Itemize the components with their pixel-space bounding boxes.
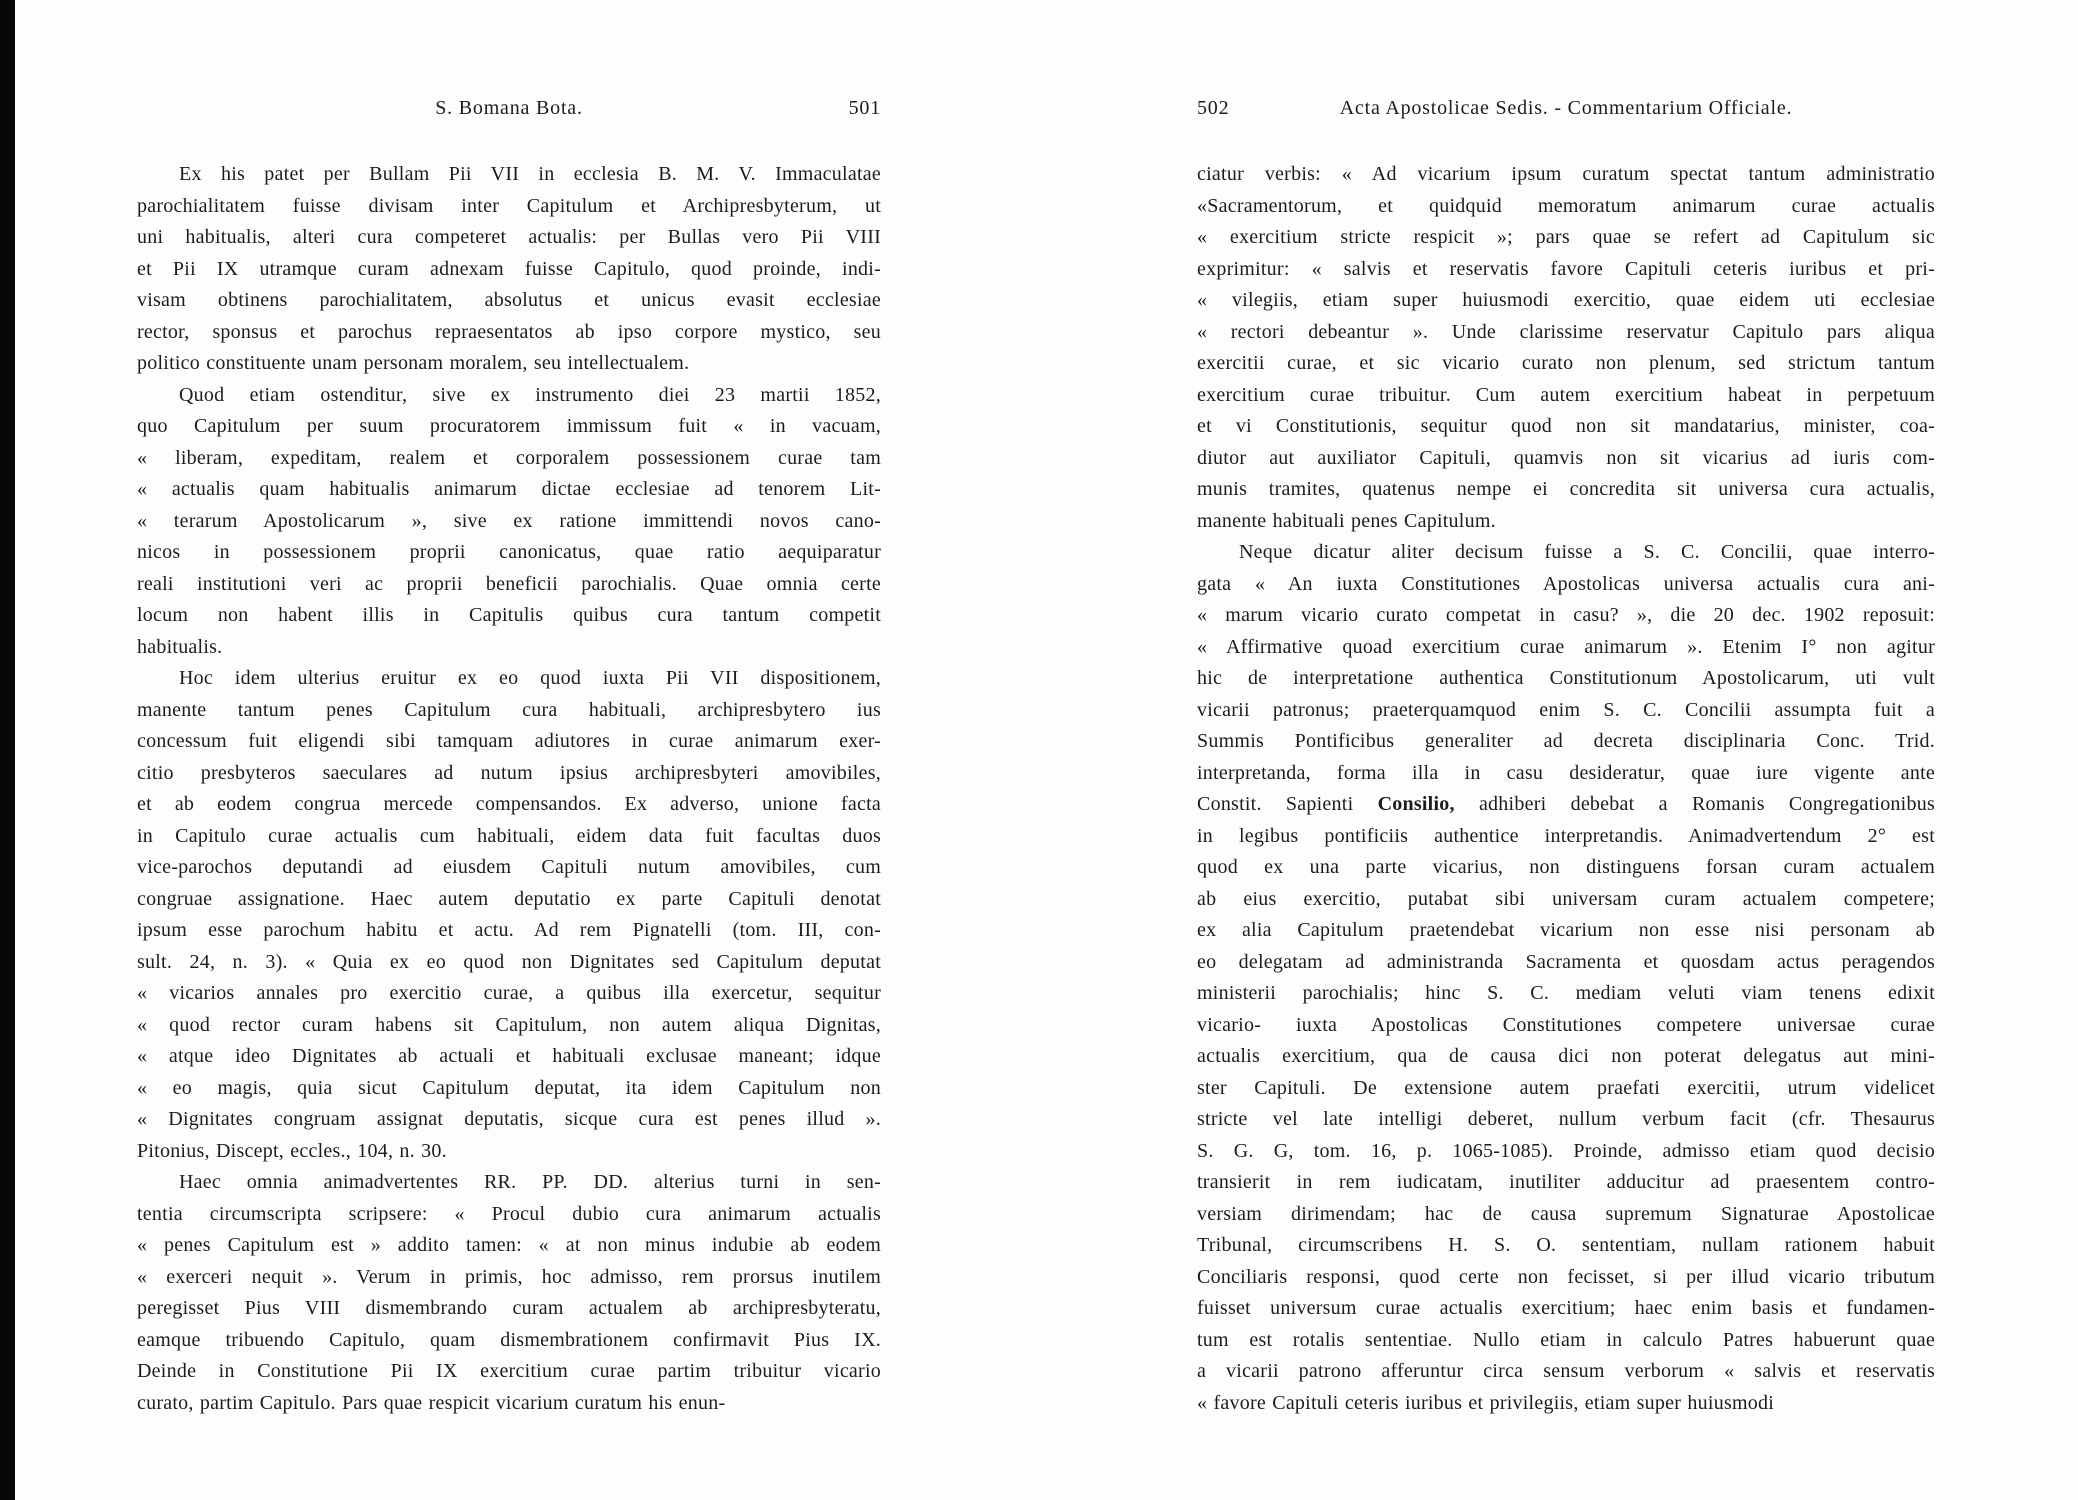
text-line: curato, partim Capitulo. Pars quae respicit vicarium curatum his enun-	[137, 1391, 726, 1414]
text-line: in legibus pontificiis authentice interpretandis. Animadvertendum 2° est	[1197, 824, 1935, 847]
text-line: exercitii curae, et sic vicario curato non plenum, sed strictum tantum	[1197, 352, 1935, 374]
paragraph	[1197, 159, 1935, 537]
text-line: stricte vel late intelligi deberet, nullum verbum facit (cfr. Thesaurus	[1197, 1108, 1935, 1130]
text-line: a vicarii patrono afferuntur circa sensum verborum « salvis et reservatis	[1197, 1360, 1935, 1382]
text-line: visam obtinens parochialitatem, absolutus et unicus evasit ecclesiae	[137, 289, 881, 311]
text-line: quod ex una parte vicarius, non distinguens forsan curam actualem	[1197, 856, 1935, 878]
text-line: sult. 24, n. 3). « Quia ex eo quod non Dignitates sed Capitulum deputat	[137, 950, 881, 973]
text-line: manente habituali penes Capitulum.	[1197, 509, 1496, 532]
text-line: locum non habent illis in Capitulis quibus cura tantum competit	[137, 604, 881, 626]
text-line: nicos in possessionem proprii canonicatus, quae ratio aequiparatur	[137, 541, 881, 563]
text-line: parochialitatem fuisse divisam inter Capitulum et Archipresbyterum, ut	[137, 194, 881, 217]
text-line: « terarum Apostolicarum », sive ex ratione immittendi novos cano-	[137, 509, 881, 532]
text-line: fuisset universum curae actualis exercitium; haec enim basis et fundamen-	[1197, 1297, 1935, 1319]
text-line: Quod etiam ostenditur, sive ex instrumento diei 23 martii 1852,	[179, 383, 881, 406]
text-line: « atque ideo Dignitates ab actuali et habituali exclusae maneant; idque	[137, 1045, 881, 1067]
text-line: ster Capituli. De extensione autem praefati exercitii, utrum videlicet	[1197, 1076, 1935, 1099]
page-number-right: 502	[1197, 97, 1230, 119]
page-header-left	[137, 97, 881, 125]
text-line: Ex his patet per Bullam Pii VII in ecclesia B. M. V. Immaculatae	[179, 163, 881, 185]
text-line: hic de interpretatione authentica Constitutionum Apostolicarum, uti vult	[1197, 667, 1935, 689]
text-line: Haec omnia animadvertentes RR. PP. DD. alterius turni in sen-	[179, 1171, 881, 1193]
text-line: concessum fuit eligendi sibi tamquam adiutores in curae animarum exer-	[137, 730, 881, 752]
text-line: vice-parochos deputandi ad eiusdem Capituli nutum amovibiles, cum	[137, 856, 881, 878]
paragraph	[137, 1167, 881, 1419]
text-line: « penes Capitulum est » addito tamen: « at non minus indubie ab eodem	[137, 1234, 881, 1256]
text-line: « favore Capituli ceteris iuribus et privilegiis, etiam super huiusmodi	[1197, 1391, 1775, 1414]
page-body-right	[1197, 159, 1935, 1419]
text-line: Tribunal, circumscribens H. S. O. sententiam, nullam rationem habuit	[1197, 1234, 1935, 1256]
text-line: munis tramites, quatenus nempe ei concredita sit universa cura actualis,	[1197, 478, 1935, 500]
text-line: « exerceri nequit ». Verum in primis, hoc admisso, rem prorsus inutilem	[137, 1265, 881, 1288]
page-header-right	[1197, 97, 1935, 125]
paragraph	[1197, 537, 1935, 1419]
text-line: Hoc idem ulterius eruitur ex eo quod iuxta Pii VII dispositionem,	[179, 667, 881, 689]
text-line: et Pii IX utramque curam adnexam fuisse Capitulo, quod proinde, indi-	[137, 257, 881, 280]
text-line: Deinde in Constitutione Pii IX exercitium curae partim tribuitur vicario	[137, 1360, 881, 1382]
text-line: eo delegatam ad administranda Sacramenta et quosdam actus peragendos	[1197, 950, 1935, 973]
text-line: transierit in rem iudicatam, inutiliter adducitur ad praesentem contro-	[1197, 1171, 1935, 1193]
text-line: vicarii patronus; praeterquamquod enim S. C. Concilii assumpta fuit a	[1197, 698, 1935, 721]
paragraph	[137, 380, 881, 664]
text-line: ministerii parochialis; hinc S. C. mediam veluti viam tenens edixit	[1197, 982, 1935, 1004]
text-line: «Sacramentorum, et quidquid memoratum animarum curae actualis	[1197, 194, 1935, 217]
text-line: tum est rotalis sententiae. Nullo etiam in calculo Patres habuerunt quae	[1197, 1328, 1935, 1351]
text-line: Summis Pontificibus generaliter ad decreta disciplinaria Conc. Trid.	[1197, 730, 1935, 752]
text-line: tentia circumscripta scripsere: « Procul dubio cura animarum actualis	[137, 1202, 881, 1225]
text-line: Constit. Sapienti Consilio, adhiberi debebat a Romanis Congregationibus	[1197, 793, 1935, 815]
text-line: « eo magis, quia sicut Capitulum deputat, ita idem Capitulum non	[137, 1076, 881, 1099]
text-line: « rectori debeantur ». Unde clarissime reservatur Capitulo pars aliqua	[1197, 320, 1935, 343]
text-line: « quod rector curam habens sit Capitulum, non autem aliqua Dignitas,	[137, 1013, 881, 1036]
text-line: interpretanda, forma illa in casu desideratur, quae iure vigente ante	[1197, 761, 1935, 784]
text-line: habitualis.	[137, 635, 223, 658]
text-line: « vilegiis, etiam super huiusmodi exercitio, quae eidem uti ecclesiae	[1197, 289, 1935, 311]
running-title-left: S. Bomana Bota.	[435, 97, 583, 119]
running-title-right: Acta Apostolicae Sedis. - Commentarium Officiale.	[1339, 97, 1793, 119]
text-line: citio presbyteros saeculares ad nutum ipsius archipresbyteri amovibiles,	[137, 761, 881, 784]
page-502	[1197, 0, 1935, 1419]
text-line: ciatur verbis: « Ad vicarium ipsum curatum spectat tantum administratio	[1197, 163, 1935, 185]
text-line: eamque tribuendo Capitulo, quam dismembrationem confirmavit Pius IX.	[137, 1328, 881, 1351]
text-line: uni habitualis, alteri cura competeret actualis: per Bullas vero Pii VIII	[137, 226, 881, 248]
text-line: gata « An iuxta Constitutiones Apostolicas universa actualis cura ani-	[1197, 572, 1935, 595]
text-line: S. G. G, tom. 16, p. 1065-1085). Proinde, admisso etiam quod decisio	[1197, 1139, 1935, 1162]
text-line: exercitium curae tribuitur. Cum autem exercitium habeat in perpetuum	[1197, 383, 1935, 406]
text-line: quo Capitulum per suum procuratorem immissum fuit « in vacuam,	[137, 415, 881, 437]
text-line: reali institutioni veri ac proprii beneficii parochialis. Quae omnia certe	[137, 572, 881, 595]
paragraph	[137, 663, 881, 1167]
text-line: « actualis quam habitualis animarum dictae ecclesiae ad tenorem Lit-	[137, 478, 881, 500]
text-line: peregisset Pius VIII dismembrando curam actualem ab archipresbyteratu,	[137, 1297, 881, 1319]
text-line: « marum vicario curato competat in casu? », die 20 dec. 1902 reposuit:	[1197, 604, 1935, 626]
text-line: manente tantum penes Capitulum cura habituali, archipresbytero ius	[137, 698, 881, 721]
text-line: diutor aut auxiliator Capituli, quamvis non sit vicarius ad iuris com-	[1197, 446, 1935, 469]
text-line: Conciliaris responsi, quod certe non fecisset, si per illud vicario tributum	[1197, 1265, 1935, 1288]
text-line: actualis exercitium, qua de causa dici non poterat delegatus aut mini-	[1197, 1045, 1935, 1067]
text-line: ab eius exercitio, putabat sibi universam curam actualem competere;	[1197, 887, 1935, 910]
text-line: exprimitur: « salvis et reservatis favore Capituli ceteris iuribus et pri-	[1197, 257, 1935, 280]
text-line: « liberam, expeditam, realem et corporalem possessionem curae tam	[137, 446, 881, 469]
text-line: « exercitium stricte respicit »; pars quae se refert ad Capitulum sic	[1197, 226, 1935, 248]
text-line: rector, sponsus et parochus repraesentatos ab ipso corpore mystico, seu	[137, 320, 881, 343]
text-line: vicario- iuxta Apostolicas Constitutiones competere universae curae	[1197, 1013, 1935, 1036]
text-line: politico constituente unam personam moralem, seu intellectualem.	[137, 352, 690, 374]
text-line: ex alia Capitulum praetendebat vicarium non esse nisi personam ab	[1197, 919, 1935, 941]
text-line: « Dignitates congruam assignat deputatis, sicque cura est penes illud ».	[137, 1108, 881, 1130]
text-line: et vi Constitutionis, sequitur quod non sit mandatarius, minister, coa-	[1197, 415, 1935, 437]
text-line: ipsum esse parochum habitu et actu. Ad rem Pignatelli (tom. III, con-	[137, 919, 881, 941]
text-line: et ab eodem congrua mercede compensandos. Ex adverso, unione facta	[137, 793, 881, 815]
text-line: Pitonius, Discept, eccles., 104, n. 30.	[137, 1139, 447, 1162]
page-501	[137, 0, 881, 1419]
scan-edge-bar	[0, 0, 15, 1500]
text-line: « Affirmative quoad exercitium curae animarum ». Etenim I° non agitur	[1197, 635, 1935, 658]
paragraph	[137, 159, 881, 380]
page-number-left: 501	[848, 97, 881, 119]
text-line: versiam dirimendam; hac de causa supremum Signaturae Apostolicae	[1197, 1202, 1935, 1225]
text-line: Neque dicatur aliter decisum fuisse a S. C. Concilii, quae interro-	[1239, 541, 1935, 563]
text-line: congruae assignatione. Haec autem deputatio ex parte Capituli denotat	[137, 887, 881, 910]
text-line: in Capitulo curae actualis cum habituali, eidem data fuit facultas duos	[137, 824, 881, 847]
page-body-left	[137, 159, 881, 1419]
text-line: « vicarios annales pro exercitio curae, a quibus illa exercetur, sequitur	[137, 982, 881, 1004]
